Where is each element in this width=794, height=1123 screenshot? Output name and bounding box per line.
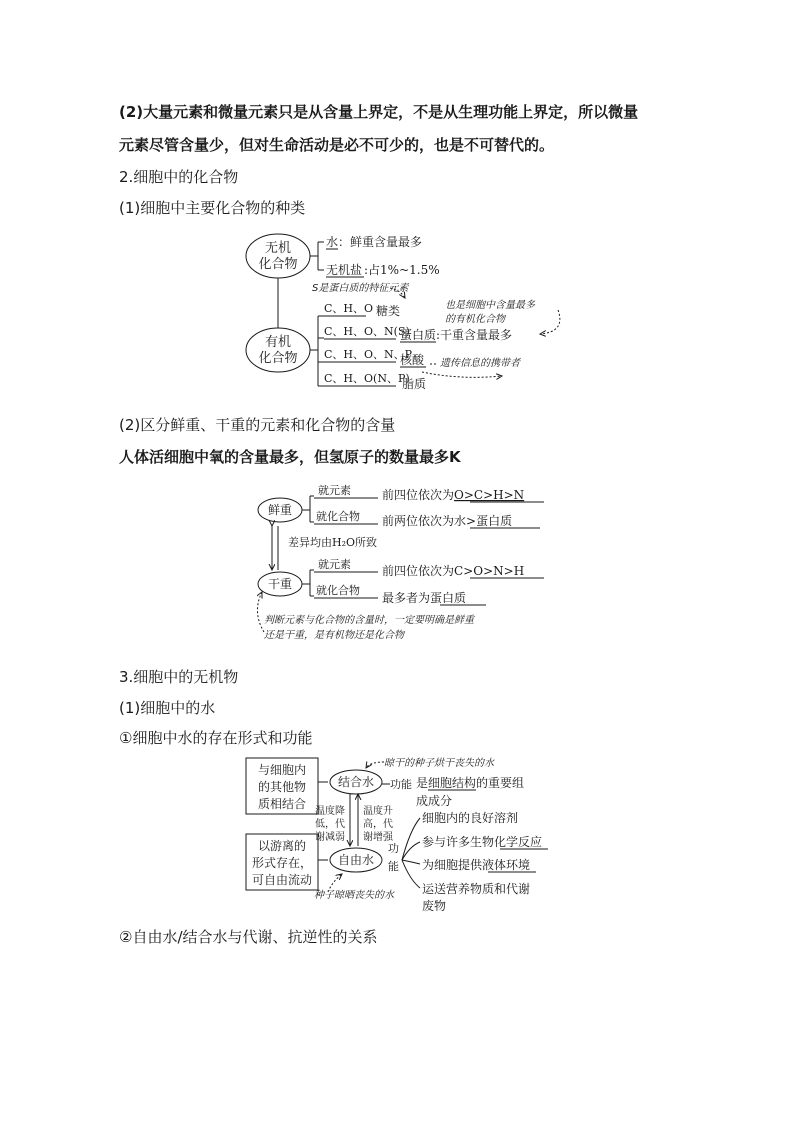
salt-label: 无机盐 [326,263,363,277]
subsection-heading: (1)细胞中的水 [119,699,216,717]
free-function-2: 参与许多生物化学反应 [422,835,543,849]
protein-desc: :干重含量最多 [436,328,513,342]
paragraph-text: 元素尽管含量少，但对生命活动是必不可少的，也是不可替代的。 [119,136,555,154]
bound-water-label: 结合水 [337,775,375,789]
by-compound-label: 就化合物 [316,584,360,597]
warming-text: 温度升 [363,806,393,817]
organic-label: 有机 [264,335,292,350]
weight-note: 还是干重，是有机物还是化合物 [264,630,404,641]
difference-label: 差异均由H₂O所致 [288,536,378,549]
sugar-label: 糖类 [376,304,401,318]
water-forms-diagram [244,754,564,918]
dry-weight-label: 干重 [267,577,293,591]
section-heading: 2.细胞中的化合物 [119,168,239,186]
free-water-label: 自由水 [337,853,375,867]
free-water-note: 种子晾晒丧失的水 [314,890,394,901]
water-desc: ：鲜重含量最多 [338,235,423,249]
fresh-compound-order: 前两位依次为水>蛋白质 [382,514,513,528]
fresh-element-order: 前四位依次为O>C>H>N [382,488,525,502]
fresh-dry-weight-diagram [254,482,554,642]
free-form-text: 形式存在， [251,856,313,870]
bound-func-text: 成成分 [416,794,453,808]
s-note: S是蛋白质的特征元素 [312,283,409,294]
protein-note: 的有机化合物 [445,314,505,325]
water-label: 水 [326,235,339,249]
cooling-text: 温度降 [315,806,345,817]
cooling-text: 谢减弱 [315,832,345,843]
nucleic-label: 核酸 [400,353,425,367]
free-function-3: 为细胞提供液体环境 [422,858,531,872]
free-function-1: 细胞内的良好溶剂 [422,811,519,825]
paragraph-line [119,134,554,155]
subsection-heading: ②自由水/结合水与代谢、抗逆性的关系 [119,928,378,946]
protein-label: 蛋白质 [400,328,437,342]
note-line: 人体活细胞中氧的含量最多，但氢原子的数量最多K [119,448,461,466]
cooling-text: 低，代 [315,819,345,830]
dry-compound-most: 最多者为蛋白质 [382,591,467,605]
protein-note: 也是细胞中含量最多 [445,300,535,311]
bound-form-text: 的其他物 [257,780,307,794]
by-compound-label: 就化合物 [316,510,360,523]
bound-func-label: 功能 [390,778,412,791]
salt-desc: :占1%~1.5% [364,263,440,277]
warming-text: 谢增强 [363,832,393,843]
subsection-heading: (1)细胞中主要化合物的种类 [119,199,306,217]
weight-note: 判断元素与化合物的含量时，一定要明确是鲜重 [264,615,474,626]
lipid-label: 脂质 [402,377,427,391]
paragraph-text: (2)大量元素和微量元素只是从含量上界定，不是从生理功能上界定，所以微量 [119,103,639,121]
sugar-elements: C、H、O [324,302,374,315]
bound-water-note: 晾干的种子烘干丧失的水 [384,758,494,769]
warming-text: 高，代 [363,819,393,830]
subsection-heading: (2)区分鲜重、干重的元素和化合物的含量 [119,416,396,434]
section-heading: 3.细胞中的无机物 [119,668,239,686]
subsection-heading: ①细胞中水的存在形式和功能 [119,729,313,747]
free-function-4: 运送营养物质和代谢 [422,882,531,896]
by-element-label: 就元素 [318,558,351,571]
bound-form-text: 与细胞内 [257,763,307,777]
paragraph-line [119,101,638,122]
free-func-label: 功 [388,842,399,855]
free-func-label: 能 [388,860,399,873]
fresh-weight-label: 鲜重 [267,503,293,517]
bound-func-text: 是细胞结构的重要组 [416,776,525,790]
protein-elements: C、H、O、N(S) [324,325,410,338]
free-function-4: 废物 [422,899,447,913]
nucleic-note: 遗传信息的携带者 [440,358,520,369]
inorganic-label: 化合物 [258,257,298,272]
free-form-text: 以游离的 [257,839,307,853]
inorganic-label: 无机 [264,241,292,256]
nucleic-elements: C、H、O、N、P [324,348,413,361]
free-form-text: 可自由流动 [251,873,313,887]
dry-element-order: 前四位依次为C>O>N>H [382,564,525,578]
lipid-elements: C、H、O(N、P) [324,372,410,385]
by-element-label: 就元素 [318,484,351,497]
bound-form-text: 质相结合 [257,797,307,811]
compound-types-diagram [240,228,570,398]
organic-label: 化合物 [258,351,298,366]
